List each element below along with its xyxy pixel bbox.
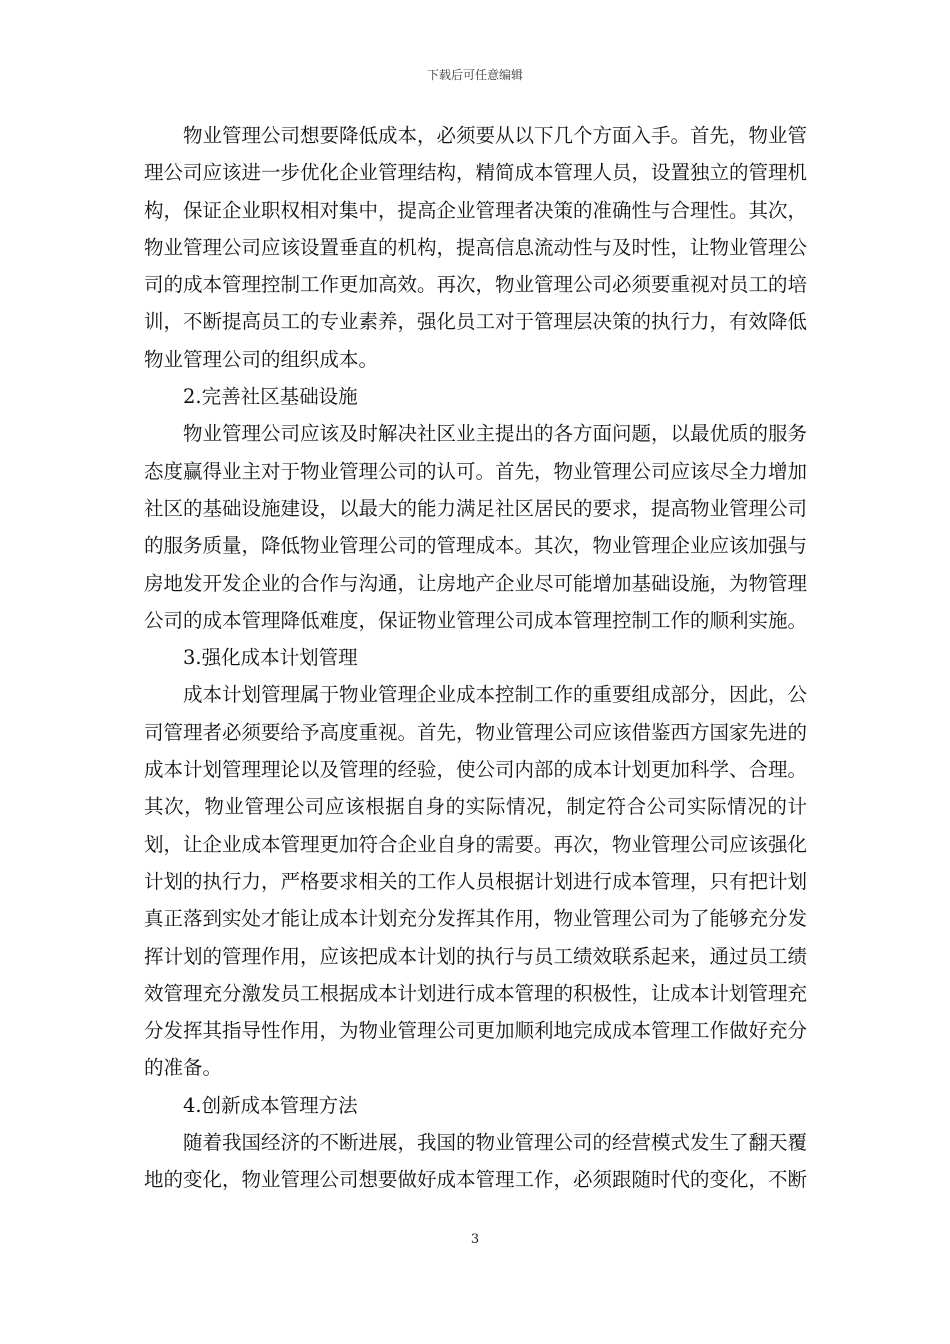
paragraph-infrastructure: 物业管理公司应该及时解决社区业主提出的各方面问题，以最优质的服务态度赢得业主对于物业管理公司的认可。首先，物业管理公司应该尽全力增加社区的基础设施建设，以最大的能力满足社区居民的要求，提高物业管理公司的服务质量，降低物业管理公司的管理成本。其次，物业管理企业应该加强与房地发开发企业的合作与沟通，让房地产企业尽可能增加基础设施，为物管理公司的成本管理降低难度，保证物业管理公司成本管理控制工作的顺利实施。 — [144, 422, 808, 632]
paragraph-innovation: 随着我国经济的不断进展，我国的物业管理公司的经营模式发生了翻天覆地的变化，物业管理公司想要做好成本管理工作，必须跟随时代的变化，不断 — [144, 1131, 808, 1192]
paragraph-cost-plan: 成本计划管理属于物业管理企业成本控制工作的重要组成部分，因此，公司管理者必须要给予高度重视。首先，物业管理公司应该借鉴西方国家先进的成本计划管理理论以及管理的经验，使公司内部的成本计划更加科学、合理。其次，物业管理公司应该根据自身的实际情况，制定符合公司实际情况的计划，让企业成本管理更加符合企业自身的需要。再次，物业管理公司应该强化计划的执行力，严格要求相关的工作人员根据计划进行成本管理，只有把计划真正落到实处才能让成本计划充分发挥其作用，物业管理公司为了能够充分发挥计划的管理作用，应该把成本计划的执行与员工绩效联系起来，通过员工绩效管理充分激发员工根据成本计划进行成本管理的积极性，让成本计划管理充分发挥其指导性作用，为物业管理公司更加顺利地完成成本管理工作做好充分的准备。 — [144, 683, 808, 1080]
paragraph-organization-cost: 物业管理公司想要降低成本，必须要从以下几个方面入手。首先，物业管理公司应该进一步优化企业管理结构，精简成本管理人员，设置独立的管理机构，保证企业职权相对集中，提高企业管理者决策的准确性与合理性。其次，物业管理公司应该设置垂直的机构，提高信息流动性与及时性，让物业管理公司的成本管理控制工作更加高效。再次，物业管理公司必须要重视对员工的培训，不断提高员工的专业素养，强化员工对于管理层决策的执行力，有效降低物业管理公司的组织成本。 — [144, 124, 808, 371]
section-heading-4: 4.创新成本管理方法 — [183, 1093, 358, 1117]
page-header: 下载后可任意编辑 — [426, 68, 523, 82]
page-number: 3 — [470, 1232, 480, 1247]
section-heading-2: 2.完善社区基础设施 — [183, 385, 358, 409]
section-heading-3: 3.强化成本计划管理 — [183, 646, 358, 670]
document-body — [144, 117, 807, 1199]
